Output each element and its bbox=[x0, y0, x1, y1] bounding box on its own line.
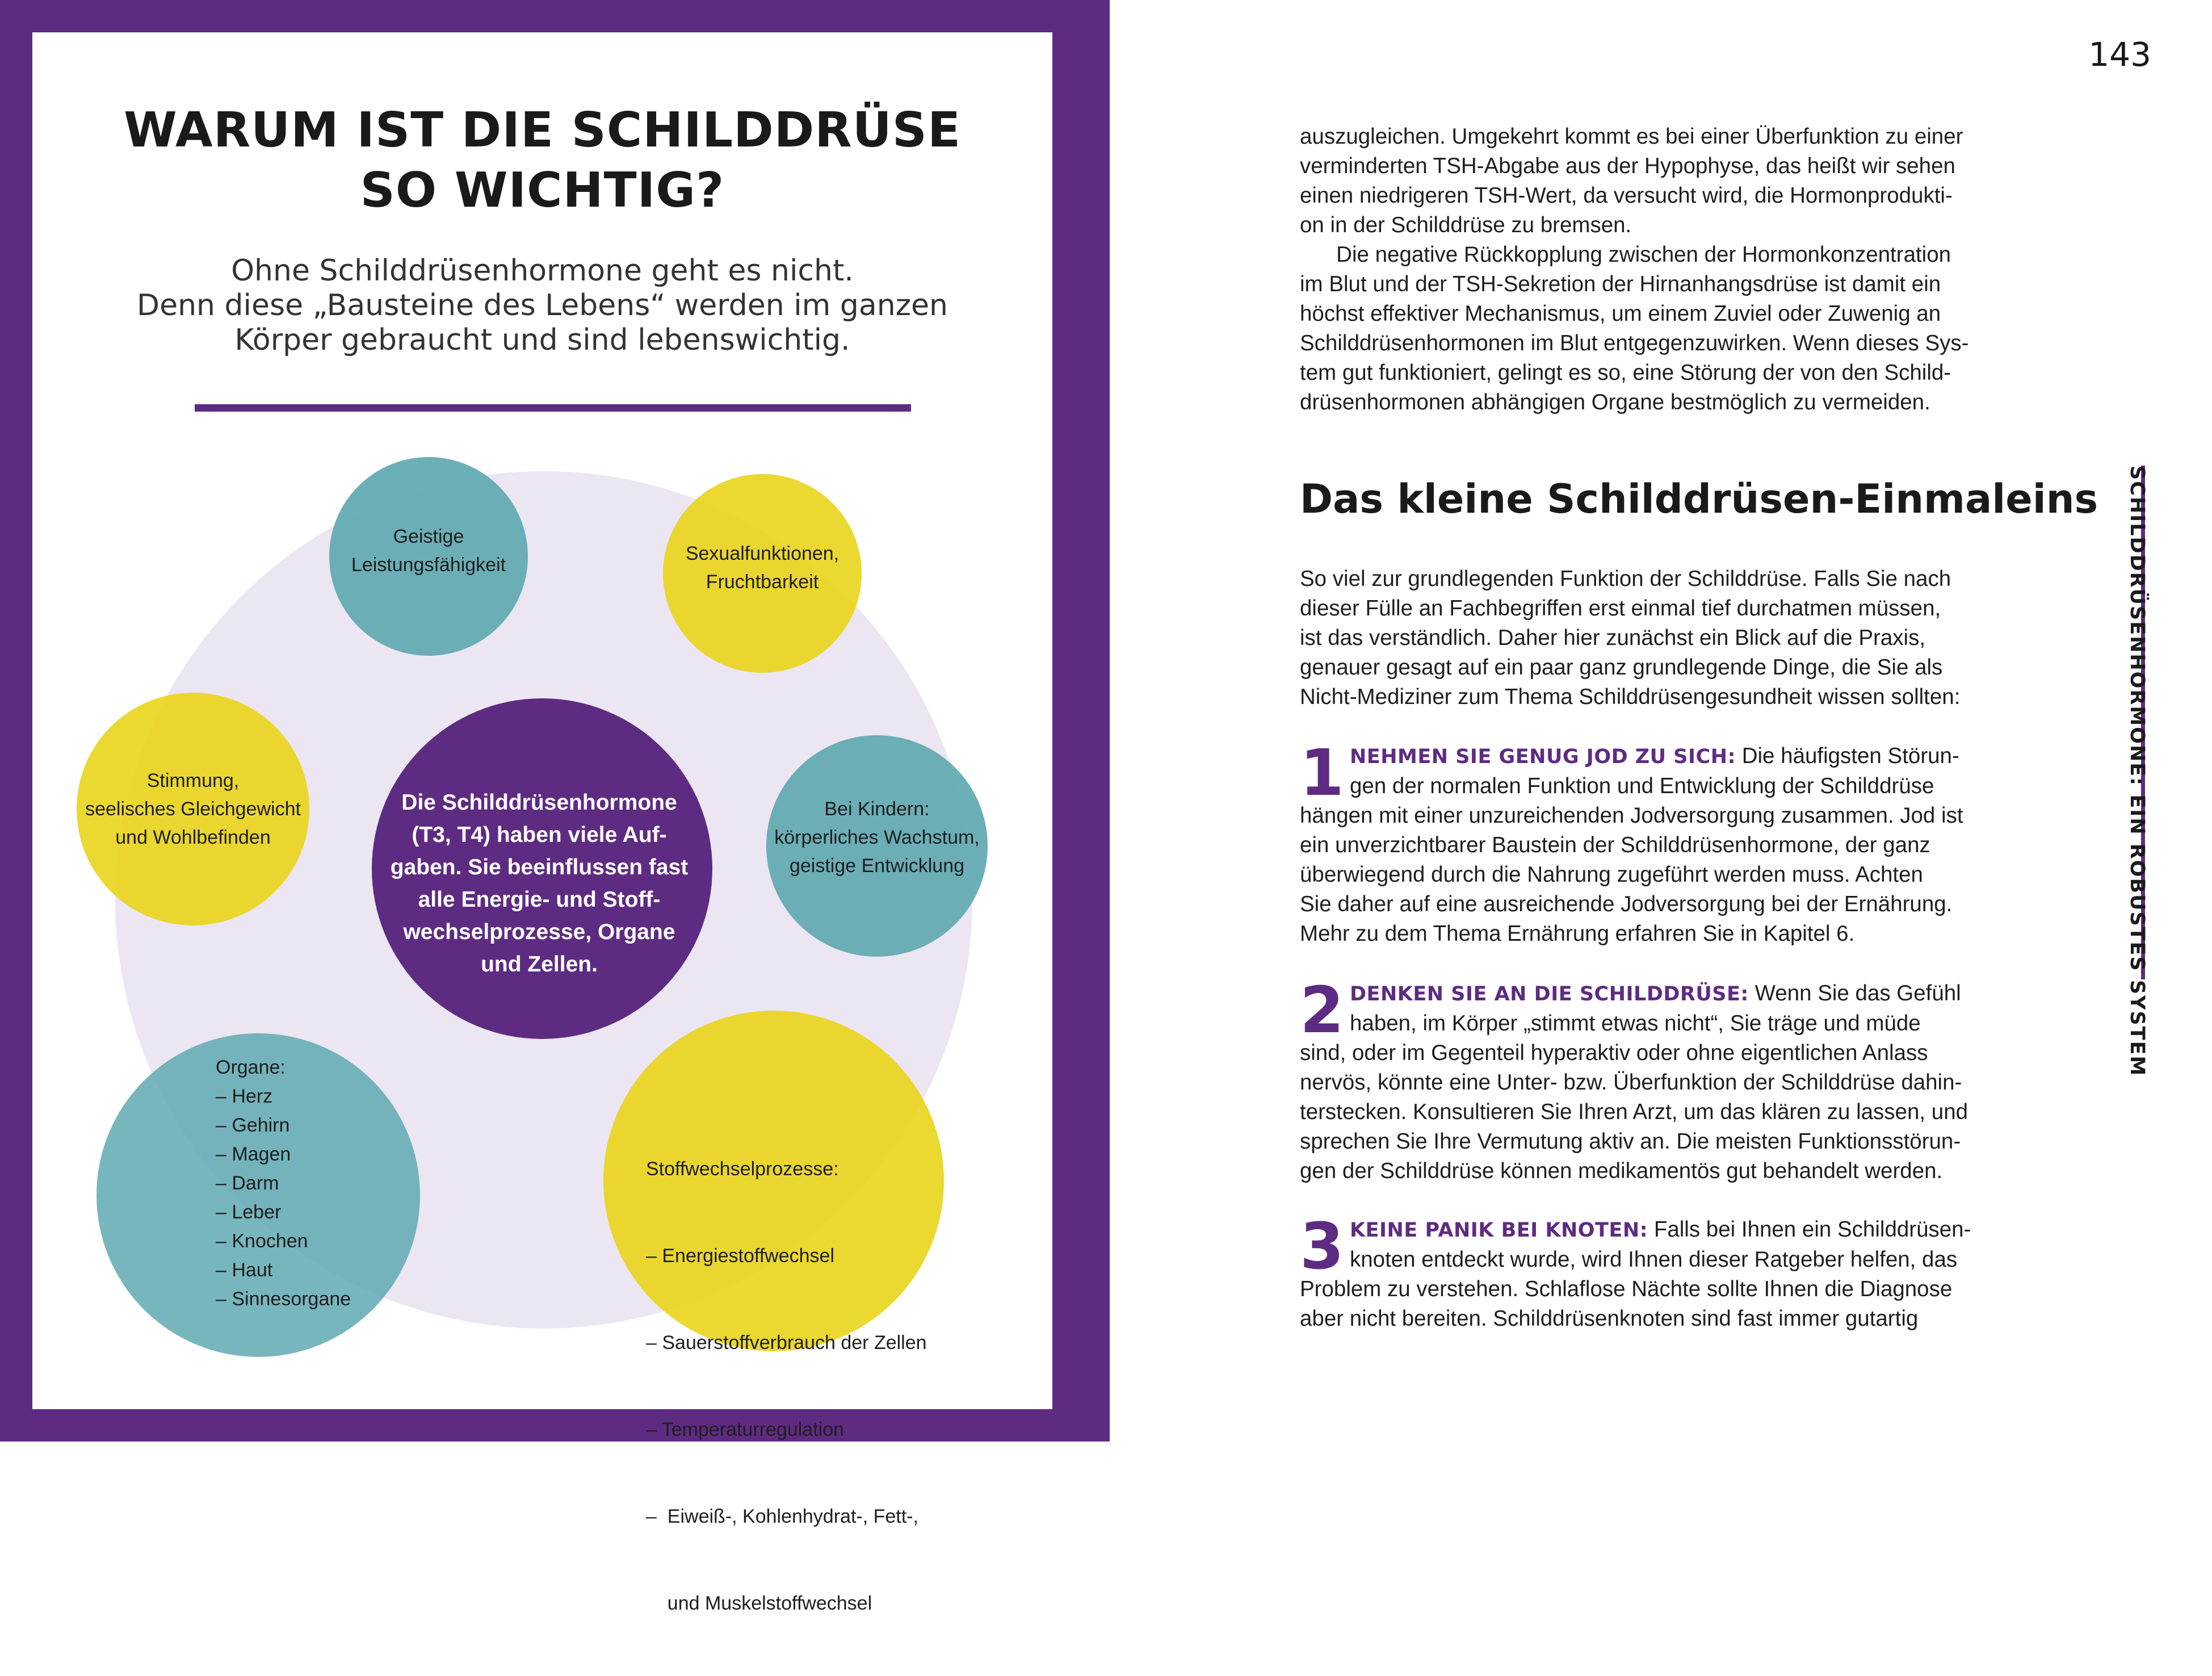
tip-number: 3 bbox=[1300, 1210, 1344, 1284]
center-line: gaben. Sie beeinflussen fast bbox=[390, 855, 689, 879]
page-number: 143 bbox=[2088, 35, 2151, 74]
tip-text: aber nicht bereiten. Schilddrüsenknoten sind fast immer gutartig bbox=[1300, 1306, 1919, 1331]
bubble-line: und Wohlbefinden bbox=[115, 827, 271, 848]
tip-text: sind, oder im Gegenteil hyperaktiv oder ohne eigentlichen Anlass bbox=[1300, 1041, 1928, 1065]
center-line: und Zellen. bbox=[481, 952, 598, 977]
intro-text bbox=[1300, 122, 2021, 417]
tip-2 bbox=[1300, 974, 2032, 1186]
tip-first-line bbox=[1300, 1215, 2032, 1245]
tip-text: gen der normalen Funktion und Entwicklung der Schilddrüse bbox=[1350, 774, 1934, 798]
stoffwechsel-line: – Energiestoffwechsel bbox=[646, 1245, 835, 1267]
tip-text: Sie daher auf eine ausreichende Jodversorgung bei der Ernährung. bbox=[1300, 892, 1953, 916]
side-tab bbox=[2100, 466, 2151, 1077]
stoffwechsel-line: – Temperaturregulation bbox=[646, 1419, 845, 1440]
tip-text: Problem zu verstehen. Schlaflose Nächte sollte Ihnen die Diagnose bbox=[1300, 1277, 1953, 1301]
center-text bbox=[375, 786, 704, 981]
subtitle-line: Ohne Schilddrüsenhormone geht es nicht. bbox=[231, 254, 854, 288]
organe-line: – Haut bbox=[216, 1259, 273, 1281]
section-intro bbox=[1300, 564, 2021, 712]
organe-line: – Herz bbox=[216, 1086, 273, 1107]
subtitle-line: Denn diese „Bausteine des Lebens“ werden im ganzen bbox=[137, 288, 948, 322]
bubble-organe-text bbox=[216, 1053, 351, 1314]
tip-3 bbox=[1300, 1210, 2032, 1334]
tip-text: ein unverzichtbarer Baustein der Schilddrüsenhormone, der ganz bbox=[1300, 833, 1930, 857]
text-line: Nicht-Mediziner zum Thema Schilddrüsengesundheit wissen sollten: bbox=[1300, 685, 1961, 709]
tip-text: gen der Schilddrüse können medikamentös gut behandelt werden. bbox=[1300, 1159, 1943, 1183]
organe-line: – Knochen bbox=[216, 1230, 308, 1252]
tip-first-line bbox=[1300, 741, 2032, 772]
hormone-diagram bbox=[0, 0, 1110, 1614]
bubble-line: Geistige bbox=[393, 526, 464, 547]
bubble-line: seelisches Gleichgewicht bbox=[85, 798, 301, 820]
text-line: auszugleichen. Umgekehrt kommt es bei einer Überfunktion zu einer bbox=[1300, 124, 1963, 149]
center-line: alle Energie- und Stoff- bbox=[418, 887, 661, 912]
text-line: drüsenhormonen abhängigen Organe bestmöglich zu vermeiden. bbox=[1300, 390, 1930, 414]
side-tab-text: SCHILDDRÜSENHORMONE: EIN ROBUSTES SYSTEM bbox=[2126, 466, 2148, 1077]
organe-line: – Sinnesorgane bbox=[216, 1288, 351, 1310]
tip-text: Mehr zu dem Thema Ernährung erfahren Sie in Kapitel 6. bbox=[1300, 921, 1855, 946]
organe-line: Organe: bbox=[216, 1057, 286, 1078]
title-line: SO WICHTIG? bbox=[360, 162, 725, 219]
tip-1 bbox=[1300, 736, 2032, 949]
center-line: wechselprozesse, Organe bbox=[403, 920, 675, 944]
tip-number: 2 bbox=[1300, 974, 1344, 1048]
tip-text: überwiegend durch die Nahrung zugeführt werden muss. Achten bbox=[1300, 862, 1923, 887]
text-line: Die negative Rückkopplung zwischen der Hormonkonzentration bbox=[1300, 242, 1951, 267]
text-line: im Blut und der TSH-Sekretion der Hirnanhangsdrüse ist damit ein bbox=[1300, 272, 1941, 296]
section-heading: Das kleine Schilddrüsen-Einmaleins bbox=[1300, 476, 2098, 522]
bubble-line: körperliches Wachstum, bbox=[774, 827, 980, 848]
tip-text: Wenn Sie das Gefühl bbox=[1748, 981, 1961, 1005]
tip-text: nervös, könnte eine Unter- bzw. Überfunktion der Schilddrüse dahin- bbox=[1300, 1070, 1962, 1095]
tip-first-line bbox=[1300, 979, 2032, 1009]
center-line: (T3, T4) haben viele Auf- bbox=[412, 823, 667, 847]
bubble-line: Sexualfunktionen, bbox=[685, 543, 840, 564]
text-line: So viel zur grundlegenden Funktion der Schilddrüse. Falls Sie nach bbox=[1300, 567, 1951, 591]
tip-number: 1 bbox=[1300, 736, 1344, 810]
text-line: tem gut funktioniert, gelingt es so, eine Störung der von den Schild- bbox=[1300, 361, 1951, 385]
stoffwechsel-line: Stoffwechselprozesse: bbox=[646, 1158, 839, 1180]
text-line: einen niedrigeren TSH-Wert, da versucht wird, die Hormonprodukti- bbox=[1300, 183, 1953, 208]
bubble-line: Fruchtbarkeit bbox=[706, 571, 819, 593]
text-line: dieser Fülle an Fachbegriffen erst einmal tief durchatmen müssen, bbox=[1300, 596, 1941, 621]
text-line: on in der Schilddrüse zu bremsen. bbox=[1300, 213, 1632, 237]
bubble-stoffwechsel-text bbox=[646, 1097, 927, 1676]
subtitle-line: Körper gebraucht und sind lebenswichtig. bbox=[234, 323, 850, 357]
bubble-sexual-text bbox=[666, 539, 859, 596]
organe-line: – Magen bbox=[216, 1143, 291, 1165]
tip-text: Falls bei Ihnen ein Schilddrüsen- bbox=[1648, 1217, 1971, 1242]
tip-keyword: NEHMEN SIE GENUG JOD ZU SICH: bbox=[1350, 745, 1736, 768]
tip-keyword: KEINE PANIK BEI KNOTEN: bbox=[1350, 1219, 1648, 1242]
center-line: Die Schilddrüsenhormone bbox=[401, 790, 677, 815]
bubble-line: geistige Entwicklung bbox=[789, 855, 965, 877]
tip-text: terstecken. Konsultieren Sie Ihren Arzt, um das klären zu lassen, und bbox=[1300, 1100, 1968, 1124]
diagram-shapes bbox=[0, 0, 1110, 1442]
tip-text: Die häufigsten Störun- bbox=[1736, 744, 1959, 768]
text-line: ist das verständlich. Daher hier zunächst ein Blick auf die Praxis, bbox=[1300, 626, 1926, 650]
text-line: verminderten TSH-Abgabe aus der Hypophyse, das heißt wir sehen bbox=[1300, 154, 1955, 178]
bubble-line: Leistungsfähigkeit bbox=[351, 554, 506, 576]
stoffwechsel-line: – Sauerstoffverbrauch der Zellen bbox=[646, 1332, 927, 1354]
tip-text: hängen mit einer unzureichenden Jodversorgung zusammen. Jod ist bbox=[1300, 803, 1963, 828]
tip-text: haben, im Körper „stimmt etwas nicht“, Sie träge und müde bbox=[1350, 1011, 1921, 1036]
bubble-line: Stimmung, bbox=[146, 770, 240, 791]
bubble-line: Bei Kindern: bbox=[824, 798, 930, 820]
text-line: genauer gesagt auf ein paar ganz grundlegende Dinge, die Sie als bbox=[1300, 655, 1943, 680]
organe-line: – Darm bbox=[216, 1172, 279, 1194]
organe-line: – Leber bbox=[216, 1201, 282, 1223]
title-line: WARUM IST DIE SCHILDDRÜSE bbox=[123, 102, 962, 158]
tip-text: knoten entdeckt wurde, wird Ihnen dieser Ratgeber helfen, das bbox=[1350, 1247, 1958, 1272]
text-line: Schilddrüsenhormonen im Blut entgegenzuwirken. Wenn dieses Sys- bbox=[1300, 331, 1969, 355]
stoffwechsel-line: – Eiweiß-, Kohlenhydrat-, Fett-, bbox=[646, 1506, 918, 1527]
bubble-geistige-text bbox=[332, 522, 525, 579]
tip-keyword: DENKEN SIE AN DIE SCHILDDRÜSE: bbox=[1350, 983, 1749, 1005]
tip-text: sprechen Sie Ihre Vermutung aktiv an. Die meisten Funktionsstörun- bbox=[1300, 1129, 1961, 1154]
bubble-kinder-text bbox=[769, 795, 985, 880]
bubble-stimmung-text bbox=[79, 766, 307, 852]
organe-line: – Gehirn bbox=[216, 1114, 290, 1136]
text-line: höchst effektiver Mechanismus, um einem Zuviel oder Zuwenig an bbox=[1300, 301, 1941, 326]
stoffwechsel-line: und Muskelstoffwechsel bbox=[646, 1593, 872, 1614]
